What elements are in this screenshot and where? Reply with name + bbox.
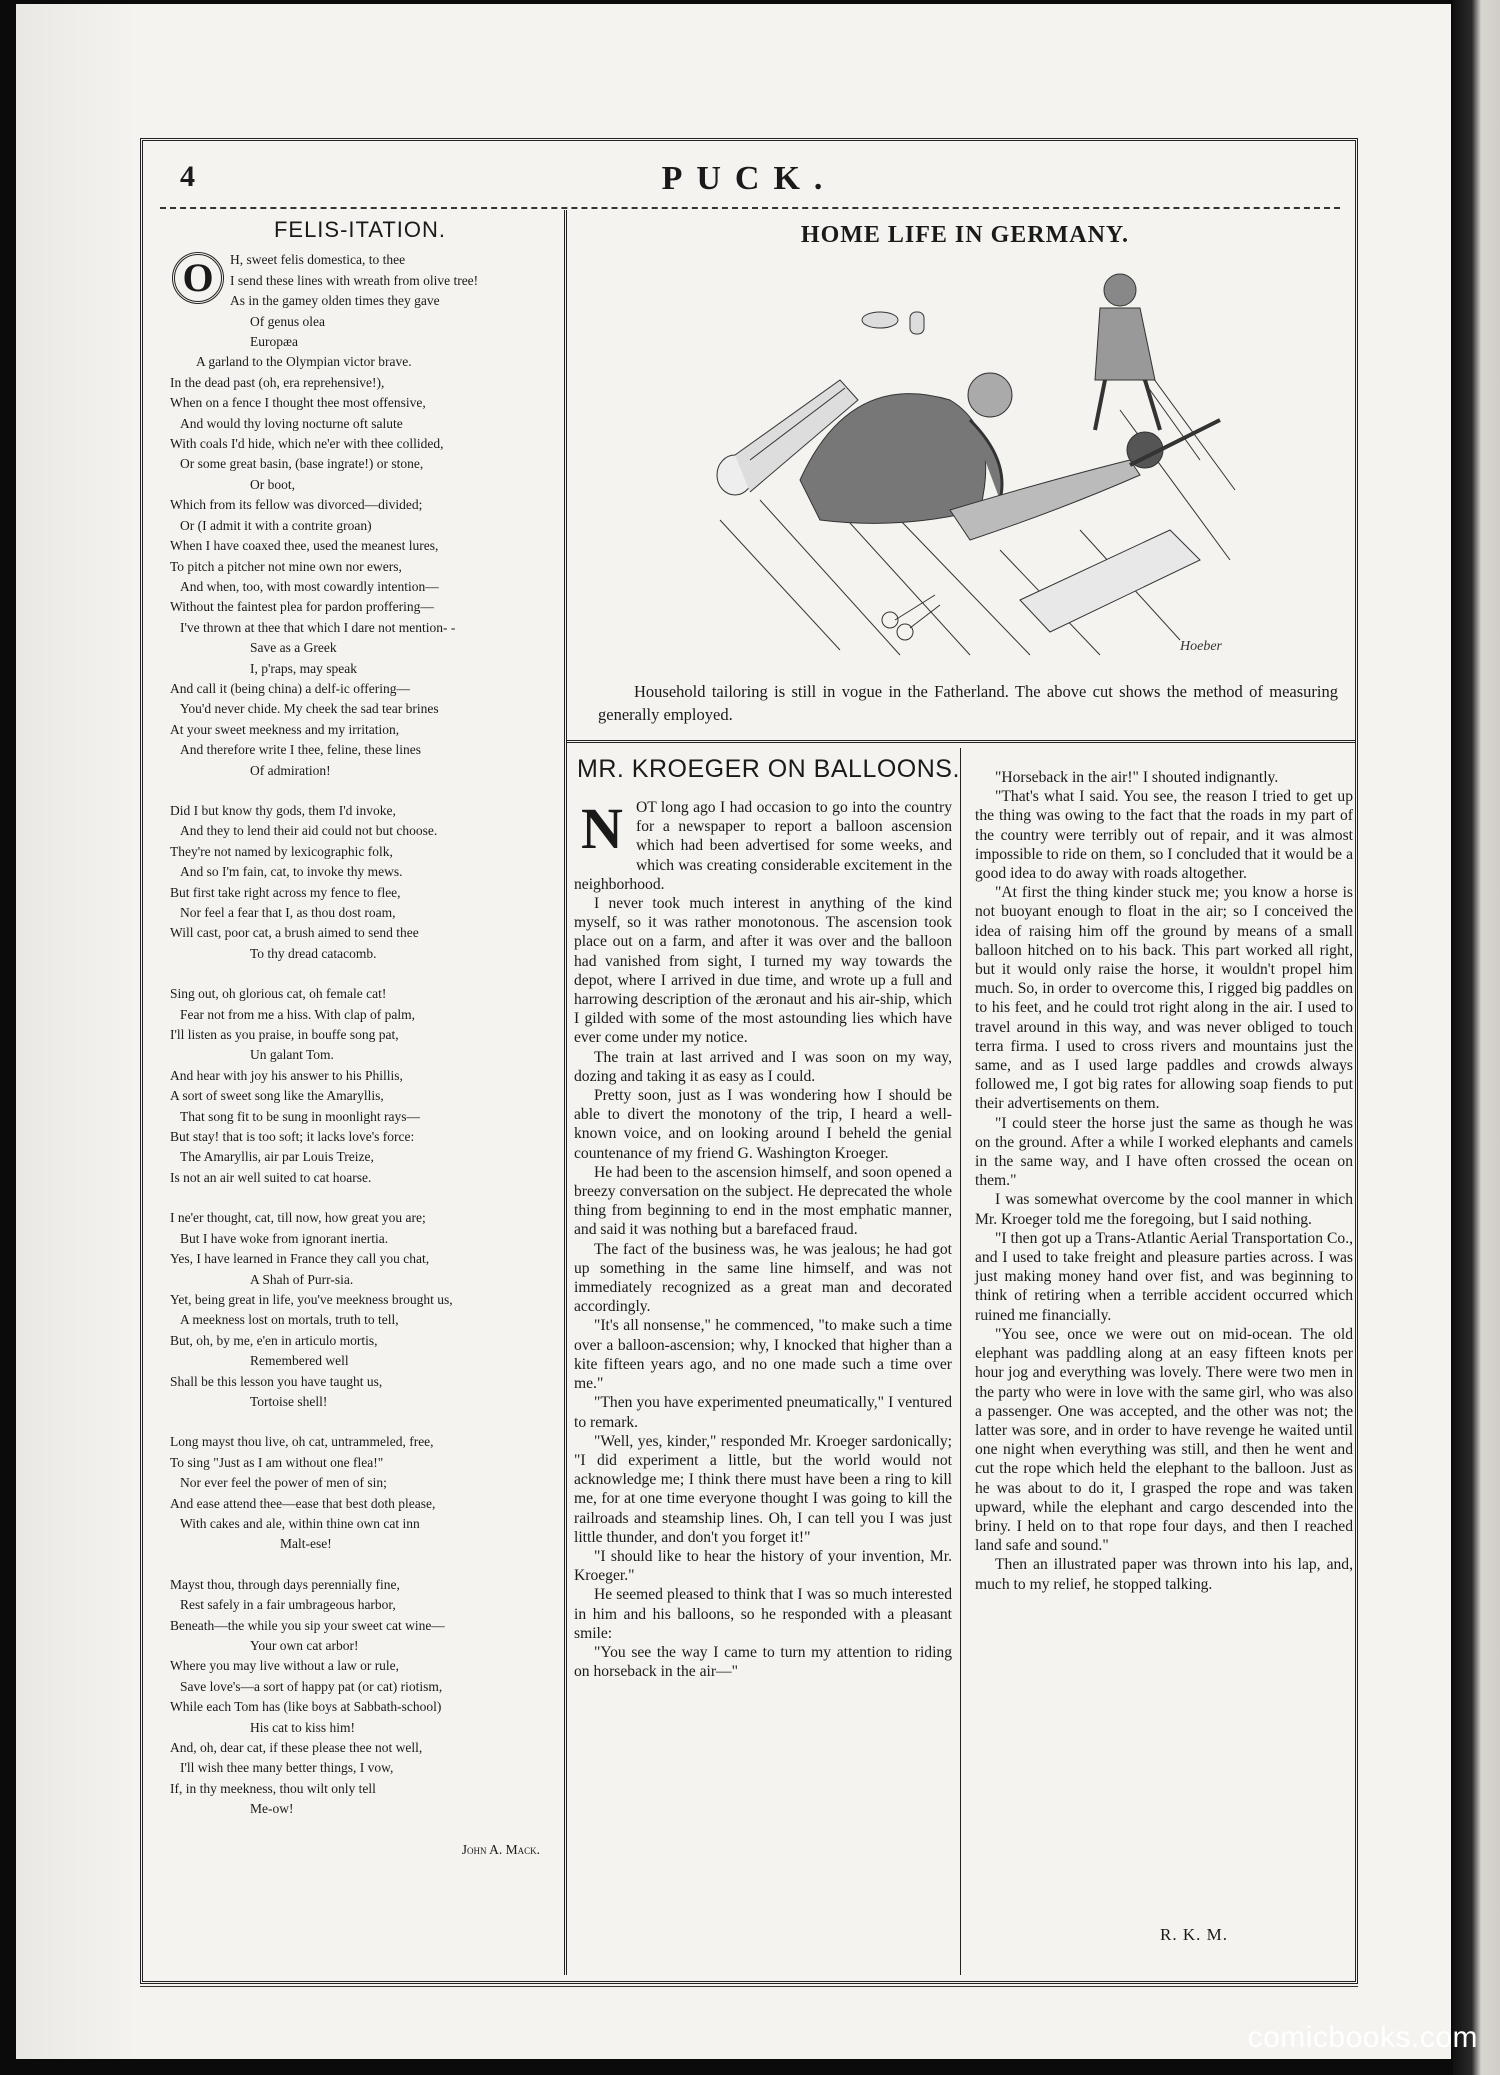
poem-line: Remembered well (250, 1353, 349, 1369)
article-paragraph: "Horseback in the air!" I shouted indignantly. (995, 769, 1279, 786)
poem-line: Save love's—a sort of happy pat (or cat) riotism, (180, 1678, 443, 1694)
article-paragraph: "It's all nonsense," he commenced, "to make such a time over a balloon-ascension; why, I knocked that higher than a kite fifteen years ago, and no one made such a time over me." (574, 1317, 952, 1393)
article-paragraph: "You see the way I came to turn my attention to riding on horseback in the air—" (574, 1643, 952, 1681)
poem-line: Fear not from me a hiss. With clap of palm, (180, 1006, 416, 1022)
poem-title: FELIS-ITATION. (273, 217, 447, 242)
article-paragraph: "Well, yes, kinder," responded Mr. Kroeger sardonically; "I did experiment a little, but the world would not acknowledge me; I think there must have been a ring to kill me, for at one time everyone thought I was going to kill the railroads and steamship lines. Oh, I can tell you I was just little thunder, and don't you forget it!" (574, 1432, 952, 1546)
poem-line: Your own cat arbor! (250, 1638, 359, 1653)
poem-line: H, sweet felis domestica, to thee (230, 252, 406, 268)
poem-stanza (170, 801, 550, 964)
poem-line: Tortoise shell! (250, 1393, 328, 1409)
shoe-icon (862, 312, 898, 328)
article-column-divider (960, 748, 961, 1975)
poem-line: The Amaryllis, air par Louis Treize, (180, 1149, 374, 1165)
poem-line: But, oh, by me, e'en in articulo mortis, (170, 1332, 378, 1348)
poem-line: To thy dread catacomb. (250, 945, 377, 961)
poem-line: To pitch a pitcher not mine own nor ewers, (170, 558, 402, 574)
poem-line: And so I'm fain, cat, to invoke thy mews. (180, 864, 403, 880)
poem-line: But first take right across my fence to flee, (170, 884, 401, 900)
article-paragraph-text: OT long ago I had occasion to go into the country for a newspaper to report a balloon ascension which had been advertised for some weeks, and which was creating considerable excitement in the neighborhood. (574, 799, 952, 893)
section-divider (566, 740, 1356, 743)
poem-line: And when, too, with most cowardly intention— (180, 578, 439, 594)
poem-line: A sort of sweet song like the Amaryllis, (170, 1088, 384, 1104)
board (1020, 530, 1200, 632)
article-paragraph: "You see, once we were out on mid-ocean. The old elephant was paddling along at an easy fifteen knots per hour jog and everything was lovely. There were two men in the party who were in love with the same girl, who was also a passenger. One was accepted, and the other was not; the latter was sore, and in order to have revenge he waited until one night when everything was still, and then he went and cut the rope which held the elephant to the balloon. Just as he was about to do it, I grasped the rope and was taken upward, while the elephant and cargo descended into the briny. I held on to that rope four days, and then I reached land safe and sound." (975, 1325, 1353, 1555)
article-paragraph: "I could steer the horse just the same as though he was on the ground. After a while I worked elephants and camels in the same way, and I have often crossed the ocean on them." (975, 1114, 1353, 1190)
poem-line: I'll listen as you praise, in bouffe song pat, (170, 1027, 399, 1043)
poem-line: Malt-ese! (280, 1536, 332, 1552)
poem-line: Yes, I have learned in France they call you chat, (170, 1251, 430, 1267)
poem-line: I, p'raps, may speak (250, 660, 358, 676)
poem-author: John A. Mack. (461, 1841, 540, 1857)
poem-line: A meekness lost on mortals, truth to tell, (180, 1312, 399, 1328)
masthead-row (140, 160, 1358, 210)
masthead-rule (160, 207, 1340, 209)
article-dropcap: N (581, 796, 623, 861)
poem-line: Nor ever feel the power of men of sin; (180, 1475, 387, 1491)
article-paragraph: "I should like to hear the history of your invention, Mr. Kroeger." (574, 1547, 952, 1585)
poem-line: At your sweet meekness and my irritation, (170, 721, 400, 737)
poem-line: That song fit to be sung in moonlight rays— (180, 1108, 420, 1124)
article-paragraph: He had been to the ascension himself, and soon opened a breezy conversation on the subject. He deprecated the whole thing from beginning to end in the most emphatic manner, and said it was nothing but a barefaced fraud. (574, 1163, 952, 1239)
poem-line: Long mayst thou live, oh cat, untrammeled, free, (170, 1434, 434, 1450)
article-paragraph: I never took much interest in anything of the kind myself, so it was rather monotonous. The ascension took place out on a farm, and after it was over and the balloon had vanished from sight, I turned my way towards the depot, where I arrived in due time, and wrote up a full and harrowing description of the æronaut and his air-ship, which I gilded with some of the most astounding lies which have ever come under my notice. (574, 895, 952, 1047)
poem-line: Without the faintest plea for pardon proffering— (170, 599, 434, 615)
poem-stanza (170, 984, 550, 1188)
poem-line: But I have woke from ignorant inertia. (180, 1230, 389, 1246)
watermark: comicbooks.com (1247, 2021, 1478, 2054)
poem-line: A garland to the Olympian victor brave. (196, 354, 412, 370)
poem-line: A Shah of Purr-sia. (250, 1271, 354, 1287)
poem-line: And would thy loving nocturne oft salute (180, 415, 403, 431)
poem-line: Me-ow! (250, 1801, 294, 1817)
poem-stanza (170, 250, 550, 781)
poem-line: In the dead past (oh, era reprehensive!), (170, 374, 385, 390)
poem-line: Did I but know thy gods, them I'd invoke, (170, 802, 396, 818)
article-paragraph (574, 798, 952, 894)
poem-line: Of genus olea (250, 313, 325, 329)
poem-line: Which from its fellow was divorced—divided; (170, 497, 423, 513)
poem-line: Or boot, (250, 476, 295, 492)
article-title: MR. KROEGER ON BALLOONS. (577, 755, 960, 783)
article-paragraph: Then an illustrated paper was thrown into his lap, and, much to my relief, he stopped talking. (975, 1556, 1353, 1593)
bottom-rule (140, 1986, 1358, 1987)
article-paragraph: Pretty soon, just as I was wondering how I should be able to divert the monotony of the trip, I heard a well-known voice, and on looking around I beheld the genial countenance of my friend G. Washington Kroeger. (574, 1087, 952, 1162)
poem-line: While each Tom has (like boys at Sabbath-school) (170, 1699, 442, 1715)
article-column-right (975, 768, 1353, 1594)
poem-line: And they to lend their aid could not but choose. (180, 823, 438, 839)
poem-line: With coals I'd hide, which ne'er with thee collided, (170, 436, 444, 452)
poem-stanza (170, 1208, 550, 1412)
poem-line: If, in thy meekness, thou wilt only tell (170, 1780, 376, 1796)
page-gutter (16, 4, 136, 2059)
lying-man (950, 420, 1220, 540)
poem-line: And ease attend thee—ease that best doth please, (170, 1495, 436, 1511)
poem-line: I'll wish thee many better things, I vow, (180, 1760, 394, 1776)
poem-line: And therefore write I thee, feline, these lines (180, 742, 422, 758)
poem-line: Shall be this lesson you have taught us, (170, 1373, 383, 1389)
poem-line: Mayst thou, through days perennially fine, (170, 1576, 400, 1592)
poem-line: And call it (being china) a delf-ic offering— (170, 680, 411, 696)
article-paragraph: "That's what I said. You see, the reason I tried to get up the thing was owing to the fact that the roads in my part of the country were terribly out of repair, and it was almost impossible to ride on them, so I concluded that it would be a good idea to do away with roads altogether. (975, 788, 1353, 883)
poem-line: You'd never chide. My cheek the sad tear brines (180, 701, 439, 717)
illustration-caption: Household tailoring is still in vogue in the Fatherland. The above cut shows the method of measuring generally employed. (598, 682, 1338, 724)
poem-line: As in the gamey olden times they gave (230, 293, 440, 309)
page-number: 4 (180, 160, 195, 193)
poem-line: They're not named by lexicographic folk, (170, 843, 393, 859)
standing-boy (1095, 274, 1160, 430)
article-paragraph: The train at last arrived and I was soon on my way, dozing and taking it as easy as I could. (574, 1048, 952, 1085)
poem-stanza (170, 1432, 550, 1554)
poem-line: Rest safely in a fair umbrageous harbor, (180, 1597, 396, 1613)
poem-line: Un galant Tom. (250, 1047, 334, 1063)
illustration (700, 260, 1240, 660)
article-paragraph: "Then you have experimented pneumatically," I ventured to remark. (574, 1394, 952, 1431)
poem-line: Where you may live without a law or rule, (170, 1658, 400, 1674)
poem-line: Nor feel a fear that I, as thou dost roam, (180, 905, 396, 920)
poem-line: Is not an air well suited to cat hoarse. (170, 1169, 372, 1185)
article-initials: R. K. M. (1160, 1925, 1228, 1944)
poem-line: Or some great basin, (base ingrate!) or stone, (180, 456, 424, 472)
poem-dropcap: O (172, 252, 224, 304)
poem-line: To sing "Just as I am without one flea!" (170, 1454, 384, 1470)
poem-line: And, oh, dear cat, if these please thee not well, (170, 1740, 423, 1756)
poem-line: Of admiration! (250, 762, 331, 778)
poem-line: Beneath—the while you sip your sweet cat wine— (170, 1617, 445, 1633)
masthead-title: PUCK. (661, 160, 837, 197)
poem-line: His cat to kiss him! (250, 1719, 355, 1735)
poem-line: And hear with joy his answer to his Phillis, (170, 1067, 403, 1083)
column-divider (564, 210, 567, 1975)
article-paragraph: I was somewhat overcome by the cool manner in which Mr. Kroeger told me the foregoing, but I said nothing. (975, 1191, 1353, 1228)
poem-line: Will cast, poor cat, a brush aimed to send thee (170, 925, 419, 941)
poem-line: Yet, being great in life, you've meekness brought us, (170, 1291, 453, 1307)
poem-stanza (170, 1575, 550, 1820)
illustration-title: HOME LIFE IN GERMANY. (800, 222, 1130, 248)
poem-line: When on a fence I thought thee most offensive, (170, 395, 426, 411)
poem-line: Or (I admit it with a contrite groan) (180, 517, 372, 533)
bottle-icon (910, 312, 924, 334)
poem-line: Save as a Greek (250, 640, 337, 656)
article-paragraph: "I then got up a Trans-Atlantic Aerial Transportation Co., and I used to take freight and pleasure parties across. I was just making money hand over fist, and was beginning to think of retiring when a terrible accident occurred which ruined me financially. (975, 1229, 1353, 1324)
article-paragraph: "At first the thing kinder stuck me; you know a horse is not buoyant enough to float in the air; so I conceived the idea of raising him off the ground by means of a small balloon hitched on to his back. This part worked all right, but it would only raise the horse, it wouldn't propel him much. So, in order to overcome this, I rigged big paddles on to his feet, and he could trot right along in the air. I used to travel around in this way, and was never obliged to touch terra firma. I used to cross rivers and mountains just the same, and as I used large paddles and crowds always followed me, I got big rates for allowing soap fiends to put their advertisements on them. (975, 884, 1353, 1113)
article-paragraph: He seemed pleased to think that I was so much interested in him and his balloons, so he responded with a pleasant smile: (574, 1586, 952, 1642)
poem-line: When I have coaxed thee, used the meanest lures, (170, 538, 439, 554)
poem (170, 217, 550, 1860)
article-paragraph: The fact of the business was, he was jealous; he had got up something in the same line himself, and was not immediately recognized as a great man and decorated accordingly. (574, 1240, 952, 1316)
poem-body (170, 250, 550, 1819)
poem-line: I've thrown at thee that which I dare not mention- - (180, 619, 456, 635)
poem-line: Sing out, oh glorious cat, oh female cat! (170, 986, 387, 1002)
next-page-edge (1453, 0, 1500, 2075)
poem-line: With cakes and ale, within thine own cat inn (180, 1515, 420, 1531)
article-column-left (574, 798, 952, 1681)
artist-signature: Hoeber (1180, 639, 1222, 654)
poem-line: But stay! that is too soft; it lacks love's force: (170, 1129, 415, 1145)
poem-line: I ne'er thought, cat, till now, how great you are; (170, 1210, 426, 1226)
poem-line: Europæa (250, 334, 298, 350)
scissors-icon (882, 595, 940, 640)
poem-line: I send these lines with wreath from olive tree! (230, 272, 479, 288)
